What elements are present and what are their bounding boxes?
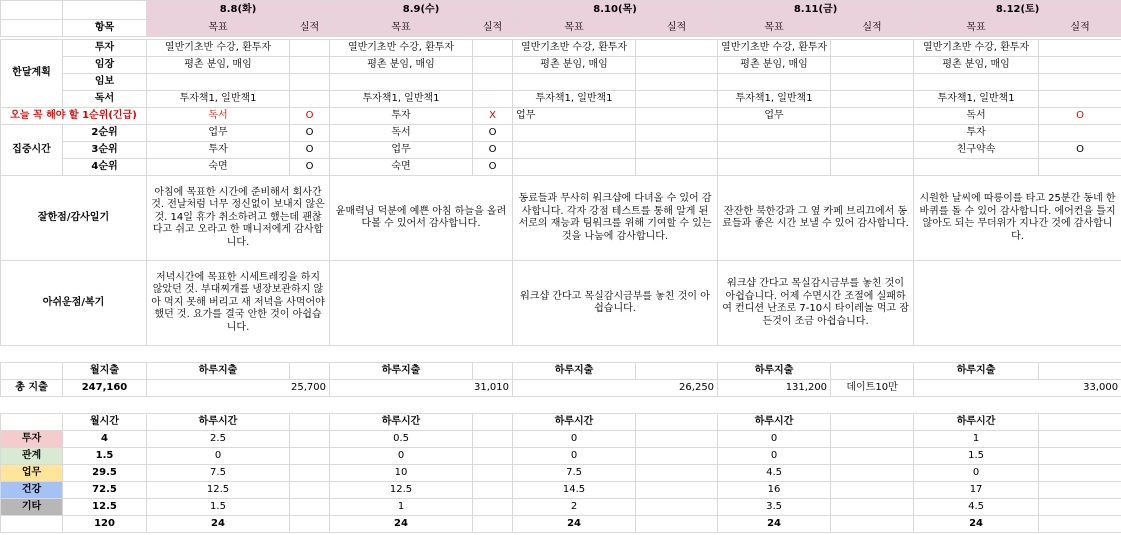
result-cell[interactable] [473,91,513,108]
goal-header[interactable]: 목표 [330,20,473,37]
plan-row-reading [1,91,1121,108]
category-day-value[interactable]: 10 [330,465,473,482]
regret-text[interactable]: 저녁시간에 목표한 시세트레킹을 하지 않았던 것. 부대찌개를 냉장보관하지 않아 먹지 못해 버리고 새 저녁을 사먹어야했던 것. 요가를 결국 안한 것이 아쉽습니다. [147,261,330,346]
category-day-value[interactable]: 0 [513,448,636,465]
category-day-value[interactable]: 2 [513,499,636,516]
focus-row-2 [1,125,1121,142]
daily-time-label[interactable]: 하루시간 [718,414,831,431]
plan-cell[interactable]: 업무 [330,142,473,159]
day-header[interactable]: 8.10(목) [513,1,718,20]
regret-text[interactable] [330,261,513,346]
plan-cell[interactable]: 평촌 분임, 매임 [914,57,1039,74]
result-cell[interactable] [831,40,914,57]
daily-spending-value[interactable]: 131,200 [718,380,831,397]
daily-spending-value[interactable]: 33,000 [914,380,1121,397]
result-cell[interactable] [831,125,914,142]
spending-value-row [1,380,1121,397]
result-header[interactable]: 실적 [636,20,718,37]
spending-note[interactable]: 데이트10만 [831,380,914,397]
plan-row-invest [1,40,1121,57]
plan-cell[interactable]: 열반기초반 수강, 환투자 [330,40,473,57]
result-cell[interactable] [473,74,513,91]
monthly-plan-label[interactable]: 한달계획 [1,40,63,108]
plan-cell[interactable]: 열반기초반 수강, 환투자 [147,40,290,57]
category-day-value[interactable]: 4.5 [914,499,1039,516]
row-label[interactable]: 투자 [63,40,147,57]
category-day-value[interactable]: 3.5 [718,499,831,516]
goal-header[interactable]: 목표 [513,20,636,37]
category-month-value[interactable]: 29.5 [63,465,147,482]
regret-text[interactable]: 워크샵 간다고 목실감시금부를 놓친 것이 아쉽습니다. 어제 수면시간 조절에 실패하여 컨디션 난조로 7-10시 타이레놀 먹고 잠든것이 조금 아쉽습니다. [718,261,914,346]
plan-cell[interactable]: 평촌 분임, 매임 [718,57,831,74]
plan-cell[interactable]: 평촌 분임, 매임 [513,57,636,74]
priority1-row [1,108,1121,125]
plan-cell[interactable] [513,159,636,176]
category-day-value[interactable]: 1.5 [914,448,1039,465]
category-day-value[interactable]: 1.5 [147,499,290,516]
result-cell[interactable]: O [290,108,330,125]
regret-text[interactable] [914,261,1121,346]
result-cell[interactable] [1039,74,1121,91]
time-row-relation [1,448,1121,465]
result-cell[interactable] [636,142,718,159]
daily-spending-value[interactable]: 26,250 [513,380,718,397]
plan-cell[interactable] [718,74,831,91]
category-month-value[interactable]: 12.5 [63,499,147,516]
total-month-time[interactable]: 120 [63,516,147,533]
result-cell[interactable] [831,91,914,108]
plan-cell[interactable]: 평촌 분임, 매임 [147,57,290,74]
focus-row-4 [1,159,1121,176]
result-cell[interactable] [831,142,914,159]
total-day-time[interactable]: 24 [513,516,636,533]
day-header[interactable]: 8.8(화) [147,1,330,20]
plan-cell[interactable]: 투자책1, 일반책1 [330,91,473,108]
result-cell[interactable]: X [473,108,513,125]
daily-time-label[interactable]: 하루시간 [513,414,636,431]
result-cell[interactable] [1039,40,1121,57]
plan-cell[interactable] [718,159,831,176]
category-day-value[interactable]: 16 [718,482,831,499]
row-label[interactable]: 3순위 [63,142,147,159]
category-label[interactable]: 업무 [1,465,63,482]
goal-result-header-row [1,20,1121,37]
result-cell[interactable] [636,91,718,108]
plan-cell[interactable]: 투자책1, 일반책1 [513,91,636,108]
gratitude-text[interactable]: 동료들과 무사히 워크샵에 다녀올 수 있어 감사합니다. 각자 강점 테스트를 통해 알게 된 서로의 재능과 팀워크를 위해 기여할 수 있는 것을 나눔에 감사합니다. [513,176,718,261]
row-label[interactable]: 임장 [63,57,147,74]
day-header[interactable]: 8.9(수) [330,1,513,20]
category-day-value[interactable]: 0 [914,465,1039,482]
total-day-time[interactable]: 24 [330,516,473,533]
category-day-value[interactable]: 12.5 [147,482,290,499]
time-row-invest [1,431,1121,448]
plan-cell[interactable]: 업무 [513,108,636,125]
plan-cell[interactable]: 독서 [147,108,290,125]
total-spending-label[interactable]: 총 지출 [1,380,63,397]
gratitude-row [1,176,1121,261]
time-label-row [1,414,1121,431]
result-cell[interactable] [1039,57,1121,74]
result-cell[interactable] [1039,125,1121,142]
plan-row-visit [1,57,1121,74]
result-header[interactable]: 실적 [831,20,914,37]
total-day-time[interactable]: 24 [718,516,831,533]
category-label[interactable]: 기타 [1,499,63,516]
row-label[interactable]: 4순위 [63,159,147,176]
category-label[interactable]: 관계 [1,448,63,465]
result-cell[interactable] [290,74,330,91]
result-cell[interactable]: O [473,125,513,142]
row-label[interactable]: 독서 [63,91,147,108]
plan-cell[interactable]: 독서 [330,125,473,142]
result-cell[interactable] [290,91,330,108]
result-cell[interactable] [1039,91,1121,108]
category-label[interactable]: 투자 [1,431,63,448]
category-day-value[interactable]: 0 [718,448,831,465]
plan-cell[interactable]: 열반기초반 수강, 환투자 [718,40,831,57]
plan-cell[interactable]: 친구약속 [914,142,1039,159]
plan-cell[interactable]: 투자책1, 일반책1 [914,91,1039,108]
focus-label[interactable]: 집중시간 [1,125,63,176]
plan-cell[interactable] [914,74,1039,91]
monthly-time-label[interactable]: 월시간 [63,414,147,431]
gratitude-text[interactable]: 윤매력님 덕분에 예쁜 아침 하늘을 올려다볼 수 있어서 감사합니다. [330,176,513,261]
result-cell[interactable] [473,40,513,57]
result-cell[interactable] [636,40,718,57]
plan-cell[interactable]: 열반기초반 수강, 환투자 [914,40,1039,57]
regret-label[interactable]: 아쉬운점/복기 [1,261,147,346]
result-cell[interactable]: O [473,142,513,159]
day-header[interactable]: 8.12(토) [914,1,1121,20]
category-label[interactable]: 건강 [1,482,63,499]
result-cell[interactable] [831,159,914,176]
daily-time-label[interactable]: 하루시간 [914,414,1039,431]
plan-cell[interactable]: 열반기초반 수강, 환투자 [513,40,636,57]
category-day-value[interactable]: 1 [330,499,473,516]
daily-spending-label[interactable]: 하루지출 [914,363,1039,380]
plan-cell[interactable] [513,142,636,159]
spending-label-row [1,363,1121,380]
plan-cell[interactable]: 투자책1, 일반책1 [718,91,831,108]
gratitude-label[interactable]: 잘한점/감사일기 [1,176,147,261]
category-day-value[interactable]: 0 [513,431,636,448]
priority1-label[interactable]: 오늘 꼭 해야 할 1순위(긴급) [1,108,147,125]
result-header[interactable]: 실적 [290,20,330,37]
result-cell[interactable] [636,125,718,142]
result-cell[interactable] [831,108,914,125]
plan-cell[interactable] [513,125,636,142]
time-row-etc [1,499,1121,516]
gratitude-text[interactable]: 아침에 목표한 시간에 준비해서 회사간 것. 전날처럼 너무 정신없이 보내지 않은 것. 14일 휴가 취소하려고 했는데 괜찮다고 쉬고 오라고 한 매니저에게 감사합니다. [147,176,330,261]
category-day-value[interactable]: 7.5 [513,465,636,482]
result-cell[interactable] [636,74,718,91]
plan-cell[interactable]: 투자 [147,142,290,159]
category-day-value[interactable]: 2.5 [147,431,290,448]
goal-header[interactable]: 목표 [147,20,290,37]
result-cell[interactable] [1039,159,1121,176]
category-month-value[interactable]: 4 [63,431,147,448]
result-cell[interactable] [831,57,914,74]
daily-time-label[interactable]: 하루시간 [330,414,473,431]
daily-spending-value[interactable]: 25,700 [147,380,330,397]
result-cell[interactable] [636,57,718,74]
category-month-value[interactable]: 72.5 [63,482,147,499]
plan-cell[interactable] [914,159,1039,176]
daily-spending-label[interactable]: 하루지출 [147,363,290,380]
plan-cell[interactable] [718,142,831,159]
category-day-value[interactable]: 12.5 [330,482,473,499]
total-spending-value[interactable]: 247,160 [63,380,147,397]
plan-cell[interactable]: 숙면 [330,159,473,176]
total-day-time[interactable]: 24 [914,516,1039,533]
plan-cell[interactable] [330,74,473,91]
result-cell[interactable] [473,57,513,74]
category-month-value[interactable]: 1.5 [63,448,147,465]
time-row-work [1,465,1121,482]
result-cell[interactable] [290,57,330,74]
daily-time-label[interactable]: 하루시간 [147,414,290,431]
total-day-time[interactable]: 24 [147,516,290,533]
result-cell[interactable]: O [1039,142,1121,159]
category-day-value[interactable]: 0 [330,448,473,465]
plan-cell[interactable]: 업무 [147,125,290,142]
result-cell[interactable]: O [290,125,330,142]
plan-row-report [1,74,1121,91]
category-day-value[interactable]: 1 [914,431,1039,448]
result-cell[interactable]: O [290,142,330,159]
plan-cell[interactable]: 독서 [914,108,1039,125]
result-cell[interactable] [831,74,914,91]
row-label[interactable]: 2순위 [63,125,147,142]
time-row-total [1,516,1121,533]
plan-cell[interactable]: 투자 [914,125,1039,142]
day-header[interactable]: 8.11(금) [718,1,914,20]
goal-header[interactable]: 목표 [914,20,1039,37]
category-day-value[interactable]: 17 [914,482,1039,499]
plan-cell[interactable]: 투자책1, 일반책1 [147,91,290,108]
daily-spending-label[interactable]: 하루지출 [513,363,636,380]
goal-header[interactable]: 목표 [718,20,831,37]
plan-cell[interactable]: 업무 [718,108,831,125]
category-day-value[interactable]: 4.5 [718,465,831,482]
result-cell[interactable]: O [1039,108,1121,125]
result-cell[interactable] [290,40,330,57]
result-header[interactable]: 실적 [473,20,513,37]
category-day-value[interactable]: 7.5 [147,465,290,482]
plan-cell[interactable] [513,74,636,91]
category-day-value[interactable]: 0.5 [330,431,473,448]
plan-cell[interactable] [147,74,290,91]
item-header[interactable]: 항목 [63,20,147,37]
time-row-health [1,482,1121,499]
daily-spending-label[interactable]: 하루지출 [718,363,831,380]
daily-spending-label[interactable]: 하루지출 [330,363,473,380]
regret-row [1,261,1121,346]
regret-text[interactable]: 워크샵 간다고 목실감시금부를 놓친 것이 아쉽습니다. [513,261,718,346]
daily-spending-value[interactable]: 31,010 [330,380,513,397]
result-header[interactable]: 실적 [1039,20,1121,37]
gratitude-text[interactable]: 시원한 날씨에 따릉이를 타고 25분간 동네 한바퀴를 돌 수 있어 감사합니다. 에어컨을 틀지 않아도 되는 무더위가 지나간 것에 감사합니다. [914,176,1121,261]
result-cell[interactable] [636,159,718,176]
row-label[interactable]: 임보 [63,74,147,91]
gratitude-text[interactable]: 잔잔한 북한강과 그 옆 카페 브리끄에서 동료들과 좋은 시간 보낼 수 있어 감사합니다. [718,176,914,261]
focus-row-3 [1,142,1121,159]
plan-cell[interactable] [718,125,831,142]
category-day-value[interactable]: 0 [718,431,831,448]
category-day-value[interactable]: 0 [147,448,290,465]
plan-cell[interactable]: 투자 [330,108,473,125]
plan-cell[interactable]: 숙면 [147,159,290,176]
category-day-value[interactable]: 14.5 [513,482,636,499]
date-header-row [1,1,1121,20]
monthly-spending-label[interactable]: 월지출 [63,363,147,380]
result-cell[interactable] [636,108,718,125]
result-cell[interactable]: O [473,159,513,176]
plan-cell[interactable]: 평촌 분임, 매임 [330,57,473,74]
result-cell[interactable]: O [290,159,330,176]
